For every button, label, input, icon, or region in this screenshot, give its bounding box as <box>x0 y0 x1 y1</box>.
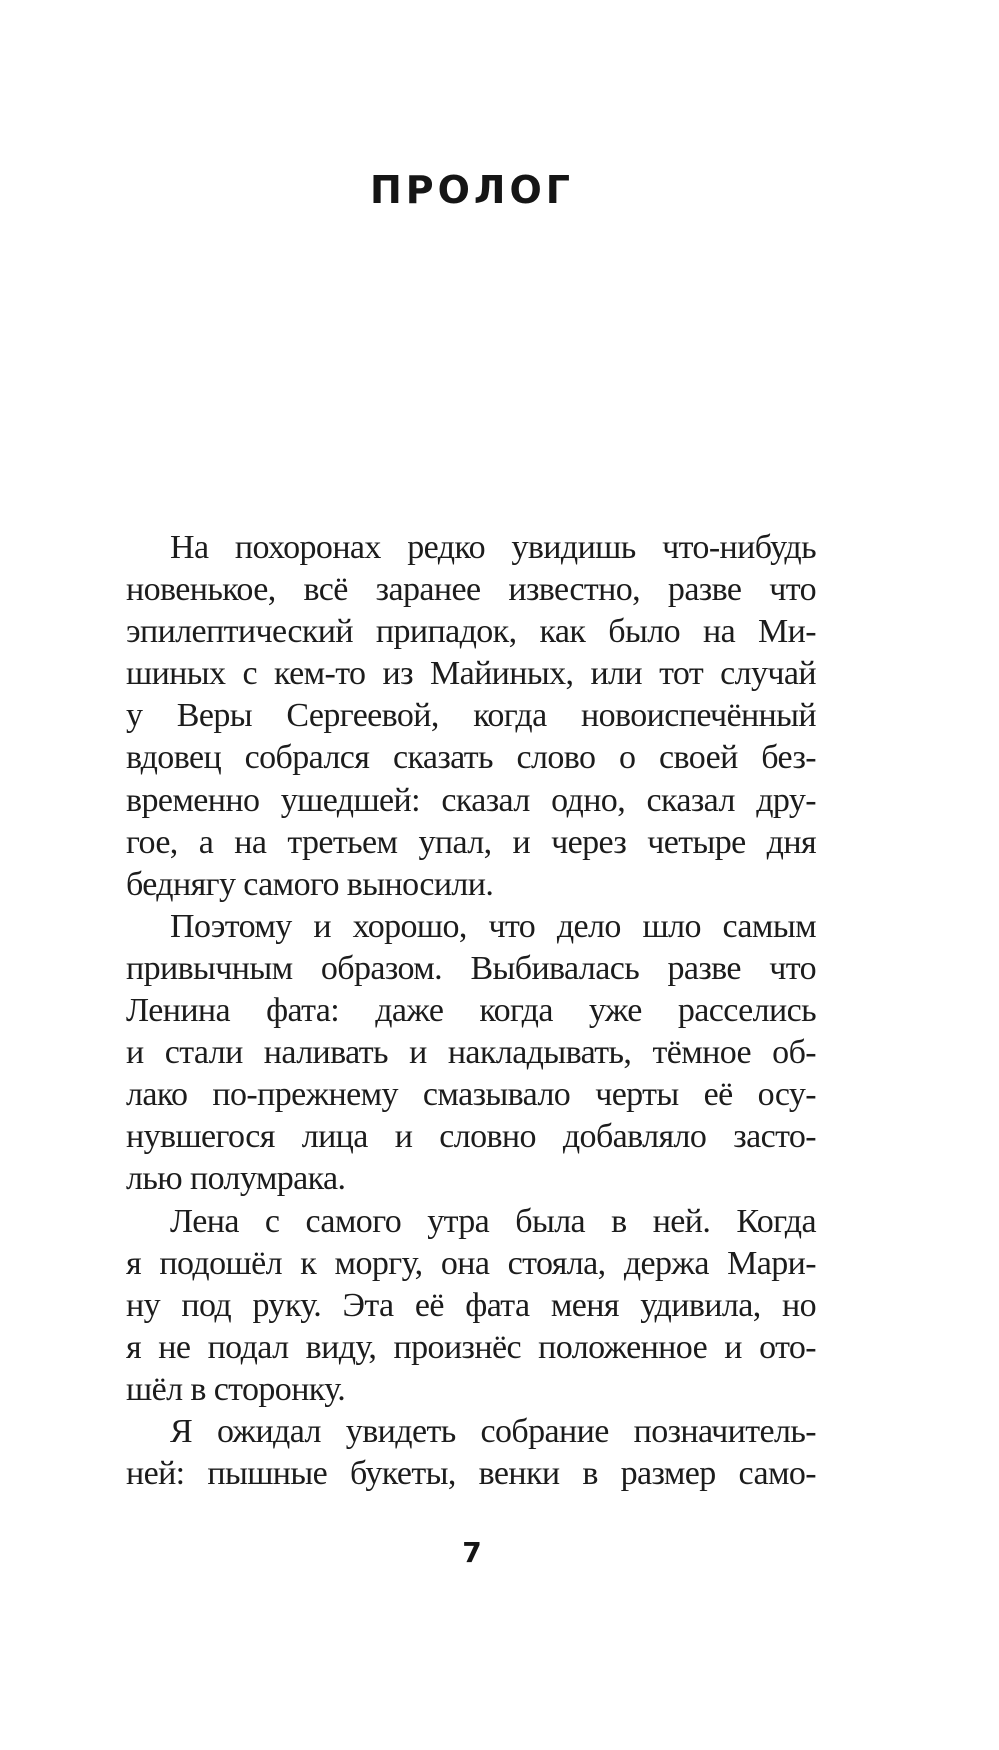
text-line: На похоронах редко увидишь что-нибудь <box>170 529 816 566</box>
text-line: лью полумрака. <box>126 1160 346 1198</box>
text-line: Я ожидал увидеть собрание позначитель- <box>170 1412 816 1450</box>
text-line: Ленина фата: даже когда уже расселись <box>126 992 816 1030</box>
text-line: я не подал виду, произнёс положенное и ото- <box>126 1328 816 1366</box>
text-line: шёл в сторонку. <box>126 1370 346 1408</box>
text-line: беднягу самого выносили. <box>126 865 494 903</box>
text-line: нувшегося лица и словно добавляло засто- <box>126 1118 816 1156</box>
chapter-title: ПРОЛОГ <box>369 168 575 212</box>
text-line: эпилептический припадок, как было на Ми- <box>126 613 816 651</box>
text-line: я подошёл к моргу, она стояла, держа Мари- <box>126 1244 816 1282</box>
text-line: ну под руку. Эта её фата меня удивила, но <box>126 1286 816 1324</box>
text-line: Лена с самого утра была в ней. Когда <box>170 1202 816 1240</box>
body-text <box>126 527 816 1495</box>
text-line: лако по-прежнему смазывало черты её осу- <box>126 1076 816 1114</box>
text-line: шиных с кем-то из Майиных, или тот случай <box>126 655 816 693</box>
text-line: ней: пышные букеты, венки в размер само- <box>126 1455 816 1493</box>
text-line: и стали наливать и накладывать, тёмное об- <box>126 1034 816 1072</box>
text-line: привычным образом. Выбивалась разве что <box>126 949 816 987</box>
text-line: у Веры Сергеевой, когда новоиспечённый <box>126 697 816 735</box>
text-line: временно ушедшей: сказал одно, сказал дру- <box>126 781 816 819</box>
page-number: 7 <box>462 1536 482 1569</box>
text-line: вдовец собрался сказать слово о своей без- <box>126 739 816 777</box>
text-line: Поэтому и хорошо, что дело шло самым <box>170 907 816 945</box>
text-line: гое, а на третьем упал, и через четыре дня <box>126 823 816 861</box>
text-line: новенькое, всё заранее известно, разве что <box>126 571 816 609</box>
